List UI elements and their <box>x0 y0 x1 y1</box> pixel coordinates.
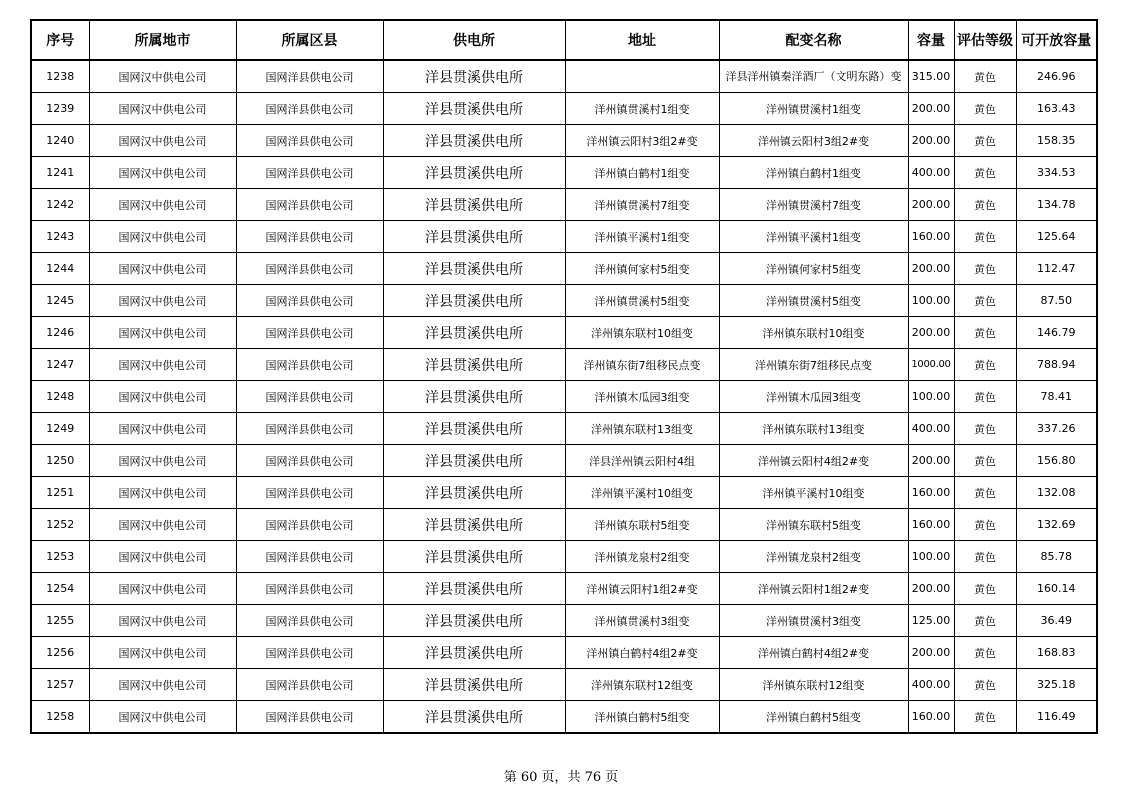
table-row <box>31 509 1097 541</box>
station-cell: 洋县贯溪供电所 <box>383 93 565 125</box>
station-cell: 洋县贯溪供电所 <box>383 445 565 477</box>
index-cell: 1247 <box>31 349 89 381</box>
capacity-cell: 160.00 <box>908 701 954 734</box>
city-cell: 国网汉中供电公司 <box>89 637 236 669</box>
address-cell: 洋州镇云阳村3组2#变 <box>565 125 719 157</box>
county-cell: 国网洋县供电公司 <box>236 541 383 573</box>
county-cell: 国网洋县供电公司 <box>236 701 383 734</box>
county-cell: 国网洋县供电公司 <box>236 285 383 317</box>
table-row <box>31 605 1097 637</box>
col-header-city: 所属地市 <box>89 20 236 60</box>
capacity-cell: 200.00 <box>908 189 954 221</box>
grade-cell: 黄色 <box>954 637 1016 669</box>
station-cell: 洋县贯溪供电所 <box>383 509 565 541</box>
col-header-capacity: 容量 <box>908 20 954 60</box>
transformer-cell: 洋州镇云阳村1组2#变 <box>719 573 908 605</box>
table-row <box>31 445 1097 477</box>
station-cell: 洋县贯溪供电所 <box>383 477 565 509</box>
table-row <box>31 541 1097 573</box>
grade-cell: 黄色 <box>954 60 1016 93</box>
transformer-cell: 洋州镇云阳村4组2#变 <box>719 445 908 477</box>
index-cell: 1256 <box>31 637 89 669</box>
grade-cell: 黄色 <box>954 413 1016 445</box>
county-cell: 国网洋县供电公司 <box>236 605 383 637</box>
open-capacity-cell: 158.35 <box>1016 125 1097 157</box>
table-row <box>31 701 1097 734</box>
address-cell: 洋州镇东街7组移民点变 <box>565 349 719 381</box>
station-cell: 洋县贯溪供电所 <box>383 157 565 189</box>
index-cell: 1251 <box>31 477 89 509</box>
address-cell: 洋州镇东联村10组变 <box>565 317 719 349</box>
open-capacity-cell: 163.43 <box>1016 93 1097 125</box>
county-cell: 国网洋县供电公司 <box>236 509 383 541</box>
address-cell: 洋州镇贯溪村7组变 <box>565 189 719 221</box>
table-row <box>31 477 1097 509</box>
index-cell: 1245 <box>31 285 89 317</box>
grade-cell: 黄色 <box>954 189 1016 221</box>
city-cell: 国网汉中供电公司 <box>89 669 236 701</box>
station-cell: 洋县贯溪供电所 <box>383 637 565 669</box>
county-cell: 国网洋县供电公司 <box>236 221 383 253</box>
table-row <box>31 381 1097 413</box>
grade-cell: 黄色 <box>954 605 1016 637</box>
city-cell: 国网汉中供电公司 <box>89 701 236 734</box>
transformer-cell: 洋州镇贯溪村5组变 <box>719 285 908 317</box>
col-header-transformer: 配变名称 <box>719 20 908 60</box>
address-cell: 洋州镇平溪村1组变 <box>565 221 719 253</box>
index-cell: 1255 <box>31 605 89 637</box>
city-cell: 国网汉中供电公司 <box>89 93 236 125</box>
city-cell: 国网汉中供电公司 <box>89 189 236 221</box>
city-cell: 国网汉中供电公司 <box>89 445 236 477</box>
open-capacity-cell: 87.50 <box>1016 285 1097 317</box>
grade-cell: 黄色 <box>954 285 1016 317</box>
col-header-index: 序号 <box>31 20 89 60</box>
station-cell: 洋县贯溪供电所 <box>383 573 565 605</box>
table-row <box>31 285 1097 317</box>
grade-cell: 黄色 <box>954 93 1016 125</box>
address-cell: 洋州镇木瓜园3组变 <box>565 381 719 413</box>
table-row <box>31 637 1097 669</box>
table-row <box>31 60 1097 93</box>
county-cell: 国网洋县供电公司 <box>236 445 383 477</box>
grade-cell: 黄色 <box>954 349 1016 381</box>
grade-cell: 黄色 <box>954 445 1016 477</box>
grade-cell: 黄色 <box>954 477 1016 509</box>
capacity-cell: 160.00 <box>908 221 954 253</box>
station-cell: 洋县贯溪供电所 <box>383 317 565 349</box>
capacity-cell: 200.00 <box>908 125 954 157</box>
index-cell: 1248 <box>31 381 89 413</box>
capacity-cell: 200.00 <box>908 253 954 285</box>
address-cell: 洋州镇东联村13组变 <box>565 413 719 445</box>
station-cell: 洋县贯溪供电所 <box>383 253 565 285</box>
open-capacity-cell: 160.14 <box>1016 573 1097 605</box>
transformer-cell: 洋州镇平溪村1组变 <box>719 221 908 253</box>
address-cell: 洋州镇贯溪村3组变 <box>565 605 719 637</box>
index-cell: 1254 <box>31 573 89 605</box>
open-capacity-cell: 246.96 <box>1016 60 1097 93</box>
transformer-cell: 洋州镇东街7组移民点变 <box>719 349 908 381</box>
address-cell: 洋县洋州镇云阳村4组 <box>565 445 719 477</box>
index-cell: 1238 <box>31 60 89 93</box>
capacity-cell: 400.00 <box>908 669 954 701</box>
station-cell: 洋县贯溪供电所 <box>383 349 565 381</box>
index-cell: 1252 <box>31 509 89 541</box>
table-row <box>31 93 1097 125</box>
transformer-cell: 洋州镇贯溪村1组变 <box>719 93 908 125</box>
transformer-cell: 洋州镇贯溪村7组变 <box>719 189 908 221</box>
transformer-cell: 洋州镇木瓜园3组变 <box>719 381 908 413</box>
city-cell: 国网汉中供电公司 <box>89 221 236 253</box>
station-cell: 洋县贯溪供电所 <box>383 701 565 734</box>
city-cell: 国网汉中供电公司 <box>89 413 236 445</box>
address-cell: 洋州镇平溪村10组变 <box>565 477 719 509</box>
county-cell: 国网洋县供电公司 <box>236 93 383 125</box>
capacity-cell: 100.00 <box>908 285 954 317</box>
table-row <box>31 221 1097 253</box>
city-cell: 国网汉中供电公司 <box>89 349 236 381</box>
address-cell: 洋州镇云阳村1组2#变 <box>565 573 719 605</box>
county-cell: 国网洋县供电公司 <box>236 637 383 669</box>
index-cell: 1243 <box>31 221 89 253</box>
address-cell: 洋州镇何家村5组变 <box>565 253 719 285</box>
index-cell: 1249 <box>31 413 89 445</box>
index-cell: 1244 <box>31 253 89 285</box>
transformer-cell: 洋州镇云阳村3组2#变 <box>719 125 908 157</box>
transformer-cell: 洋县洋州镇秦洋酒厂（文明东路）变 <box>719 60 908 93</box>
city-cell: 国网汉中供电公司 <box>89 317 236 349</box>
open-capacity-cell: 116.49 <box>1016 701 1097 734</box>
table-row <box>31 317 1097 349</box>
city-cell: 国网汉中供电公司 <box>89 157 236 189</box>
index-cell: 1258 <box>31 701 89 734</box>
county-cell: 国网洋县供电公司 <box>236 381 383 413</box>
grade-cell: 黄色 <box>954 253 1016 285</box>
transformer-cell: 洋州镇白鹤村4组2#变 <box>719 637 908 669</box>
station-cell: 洋县贯溪供电所 <box>383 60 565 93</box>
city-cell: 国网汉中供电公司 <box>89 253 236 285</box>
county-cell: 国网洋县供电公司 <box>236 413 383 445</box>
capacity-cell: 200.00 <box>908 573 954 605</box>
capacity-cell: 125.00 <box>908 605 954 637</box>
address-cell: 洋州镇龙泉村2组变 <box>565 541 719 573</box>
transformer-cell: 洋州镇东联村13组变 <box>719 413 908 445</box>
grade-cell: 黄色 <box>954 125 1016 157</box>
col-header-county: 所属区县 <box>236 20 383 60</box>
city-cell: 国网汉中供电公司 <box>89 60 236 93</box>
capacity-cell: 100.00 <box>908 381 954 413</box>
grade-cell: 黄色 <box>954 157 1016 189</box>
index-cell: 1240 <box>31 125 89 157</box>
grade-cell: 黄色 <box>954 573 1016 605</box>
table-row <box>31 189 1097 221</box>
city-cell: 国网汉中供电公司 <box>89 477 236 509</box>
open-capacity-cell: 168.83 <box>1016 637 1097 669</box>
transformer-cell: 洋州镇龙泉村2组变 <box>719 541 908 573</box>
index-cell: 1239 <box>31 93 89 125</box>
table-row <box>31 573 1097 605</box>
county-cell: 国网洋县供电公司 <box>236 60 383 93</box>
county-cell: 国网洋县供电公司 <box>236 349 383 381</box>
station-cell: 洋县贯溪供电所 <box>383 605 565 637</box>
capacity-cell: 160.00 <box>908 477 954 509</box>
open-capacity-cell: 112.47 <box>1016 253 1097 285</box>
open-capacity-cell: 132.08 <box>1016 477 1097 509</box>
open-capacity-cell: 325.18 <box>1016 669 1097 701</box>
index-cell: 1257 <box>31 669 89 701</box>
address-cell: 洋州镇白鹤村5组变 <box>565 701 719 734</box>
transformer-cell: 洋州镇贯溪村3组变 <box>719 605 908 637</box>
county-cell: 国网洋县供电公司 <box>236 189 383 221</box>
index-cell: 1246 <box>31 317 89 349</box>
data-table-container <box>30 19 1098 734</box>
table-row <box>31 253 1097 285</box>
transformer-cell: 洋州镇东联村5组变 <box>719 509 908 541</box>
page-number: 第 60 页，共 76 页 <box>503 770 619 785</box>
capacity-cell: 200.00 <box>908 637 954 669</box>
grade-cell: 黄色 <box>954 541 1016 573</box>
table-row <box>31 669 1097 701</box>
col-header-open-capacity: 可开放容量 <box>1016 20 1097 60</box>
city-cell: 国网汉中供电公司 <box>89 285 236 317</box>
table-body <box>31 60 1097 733</box>
transformer-cell: 洋州镇白鹤村1组变 <box>719 157 908 189</box>
station-cell: 洋县贯溪供电所 <box>383 125 565 157</box>
table-row <box>31 413 1097 445</box>
open-capacity-cell: 788.94 <box>1016 349 1097 381</box>
index-cell: 1253 <box>31 541 89 573</box>
capacity-cell: 1000.00 <box>908 349 954 381</box>
open-capacity-cell: 134.78 <box>1016 189 1097 221</box>
capacity-cell: 200.00 <box>908 317 954 349</box>
address-cell: 洋州镇东联村12组变 <box>565 669 719 701</box>
grade-cell: 黄色 <box>954 317 1016 349</box>
address-cell <box>565 60 719 93</box>
capacity-cell: 160.00 <box>908 509 954 541</box>
index-cell: 1242 <box>31 189 89 221</box>
county-cell: 国网洋县供电公司 <box>236 669 383 701</box>
county-cell: 国网洋县供电公司 <box>236 477 383 509</box>
city-cell: 国网汉中供电公司 <box>89 541 236 573</box>
open-capacity-cell: 156.80 <box>1016 445 1097 477</box>
col-header-grade: 评估等级 <box>954 20 1016 60</box>
capacity-table <box>30 19 1098 734</box>
grade-cell: 黄色 <box>954 509 1016 541</box>
capacity-cell: 315.00 <box>908 60 954 93</box>
transformer-cell: 洋州镇东联村10组变 <box>719 317 908 349</box>
station-cell: 洋县贯溪供电所 <box>383 221 565 253</box>
county-cell: 国网洋县供电公司 <box>236 317 383 349</box>
capacity-cell: 200.00 <box>908 93 954 125</box>
station-cell: 洋县贯溪供电所 <box>383 541 565 573</box>
grade-cell: 黄色 <box>954 669 1016 701</box>
station-cell: 洋县贯溪供电所 <box>383 381 565 413</box>
station-cell: 洋县贯溪供电所 <box>383 669 565 701</box>
grade-cell: 黄色 <box>954 221 1016 253</box>
capacity-cell: 400.00 <box>908 413 954 445</box>
address-cell: 洋州镇白鹤村4组2#变 <box>565 637 719 669</box>
table-row <box>31 125 1097 157</box>
table-row <box>31 157 1097 189</box>
open-capacity-cell: 334.53 <box>1016 157 1097 189</box>
col-header-address: 地址 <box>565 20 719 60</box>
transformer-cell: 洋州镇平溪村10组变 <box>719 477 908 509</box>
capacity-cell: 200.00 <box>908 445 954 477</box>
open-capacity-cell: 36.49 <box>1016 605 1097 637</box>
open-capacity-cell: 146.79 <box>1016 317 1097 349</box>
station-cell: 洋县贯溪供电所 <box>383 413 565 445</box>
address-cell: 洋州镇贯溪村1组变 <box>565 93 719 125</box>
transformer-cell: 洋州镇东联村12组变 <box>719 669 908 701</box>
station-cell: 洋县贯溪供电所 <box>383 189 565 221</box>
county-cell: 国网洋县供电公司 <box>236 573 383 605</box>
table-header-row <box>31 20 1097 60</box>
col-header-station: 供电所 <box>383 20 565 60</box>
open-capacity-cell: 78.41 <box>1016 381 1097 413</box>
city-cell: 国网汉中供电公司 <box>89 573 236 605</box>
index-cell: 1241 <box>31 157 89 189</box>
city-cell: 国网汉中供电公司 <box>89 125 236 157</box>
capacity-cell: 400.00 <box>908 157 954 189</box>
city-cell: 国网汉中供电公司 <box>89 509 236 541</box>
open-capacity-cell: 125.64 <box>1016 221 1097 253</box>
index-cell: 1250 <box>31 445 89 477</box>
grade-cell: 黄色 <box>954 701 1016 734</box>
open-capacity-cell: 85.78 <box>1016 541 1097 573</box>
open-capacity-cell: 132.69 <box>1016 509 1097 541</box>
county-cell: 国网洋县供电公司 <box>236 253 383 285</box>
transformer-cell: 洋州镇白鹤村5组变 <box>719 701 908 734</box>
city-cell: 国网汉中供电公司 <box>89 381 236 413</box>
county-cell: 国网洋县供电公司 <box>236 157 383 189</box>
grade-cell: 黄色 <box>954 381 1016 413</box>
table-row <box>31 349 1097 381</box>
address-cell: 洋州镇贯溪村5组变 <box>565 285 719 317</box>
transformer-cell: 洋州镇何家村5组变 <box>719 253 908 285</box>
capacity-cell: 100.00 <box>908 541 954 573</box>
address-cell: 洋州镇白鹤村1组变 <box>565 157 719 189</box>
open-capacity-cell: 337.26 <box>1016 413 1097 445</box>
city-cell: 国网汉中供电公司 <box>89 605 236 637</box>
address-cell: 洋州镇东联村5组变 <box>565 509 719 541</box>
county-cell: 国网洋县供电公司 <box>236 125 383 157</box>
station-cell: 洋县贯溪供电所 <box>383 285 565 317</box>
